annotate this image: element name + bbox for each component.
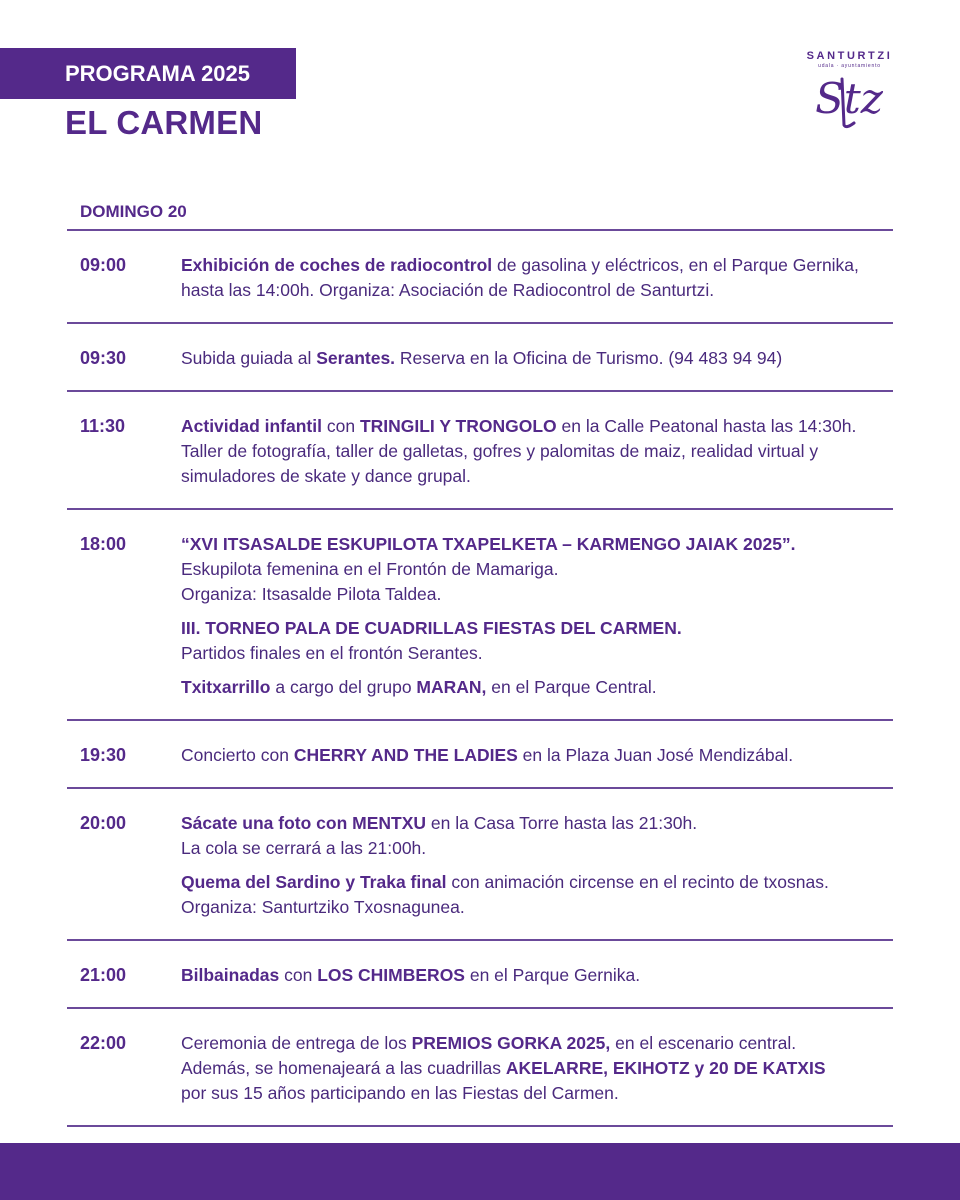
event-highlight: Quema del Sardino y Traka final	[181, 872, 447, 892]
event-text: La cola se cerrará a las 21:00h.	[181, 838, 427, 858]
event-description	[181, 414, 893, 489]
event-text: Reserva en la Oficina de Turismo. (94 483 94 94)	[395, 348, 783, 368]
event-paragraph	[181, 346, 893, 371]
event-paragraph	[181, 253, 893, 303]
event-text: de gasolina y eléctricos, en el Parque Gernika, hasta las 14:00h. Organiza: Asociación de Radiocontrol de Santurtzi.	[181, 255, 859, 300]
event-highlight: Sácate una foto con MENTXU	[181, 813, 427, 833]
event-text: Organiza: Itsasalde Pilota Taldea.	[181, 584, 442, 604]
event-text: en la Casa Torre hasta las 21:30h.	[426, 813, 698, 833]
event-time: 20:00	[80, 813, 127, 833]
footer-bar	[0, 1143, 960, 1200]
event-text: por sus 15 años participando en las Fiestas del Carmen.	[181, 1083, 619, 1103]
event-text: a cargo del grupo	[270, 677, 417, 697]
event-paragraph	[181, 532, 893, 607]
event-text: Concierto con	[181, 745, 294, 765]
event-text: con	[279, 965, 318, 985]
event-text: Organiza: Santurtziko Txosnagunea.	[181, 897, 465, 917]
event-time: 11:30	[80, 416, 126, 436]
event-paragraph	[181, 870, 893, 920]
event-highlight: Txitxarrillo	[181, 677, 271, 697]
event-highlight: CHERRY AND THE LADIES	[293, 745, 518, 765]
schedule-row	[67, 721, 893, 789]
event-text: en la Plaza Juan José Mendizábal.	[517, 745, 794, 765]
event-text: con animación circense en el recinto de txosnas.	[446, 872, 829, 892]
event-time: 09:00	[80, 255, 127, 275]
event-paragraph	[181, 743, 893, 768]
event-paragraph	[181, 811, 893, 861]
event-text: en el escenario central.	[610, 1033, 797, 1053]
schedule-list	[67, 229, 893, 1195]
event-text: Subida guiada al	[181, 348, 317, 368]
event-highlight: TRINGILI Y TRONGOLO	[359, 416, 557, 436]
event-highlight: LOS CHIMBEROS	[317, 965, 465, 985]
event-time: 09:30	[80, 348, 127, 368]
event-paragraph	[181, 963, 893, 988]
event-paragraph	[181, 616, 893, 666]
logo-name: SANTURTZI	[806, 50, 893, 62]
day-heading: DOMINGO 20	[80, 202, 187, 221]
logo-subtitle: udala · ayuntamiento	[818, 63, 881, 69]
schedule-row	[67, 324, 893, 392]
event-text: en el Parque Central.	[486, 677, 657, 697]
santurtzi-logo	[802, 50, 897, 135]
event-highlight: “XVI ITSASALDE ESKUPILOTA TXAPELKETA – KARMENGO JAIAK 2025”.	[181, 534, 796, 554]
event-description	[181, 811, 893, 920]
event-time: 22:00	[80, 1033, 127, 1053]
event-description	[181, 1031, 893, 1106]
event-highlight: PREMIOS GORKA 2025,	[411, 1033, 611, 1053]
event-paragraph	[181, 1031, 893, 1106]
schedule-row	[67, 941, 893, 1009]
event-description	[181, 253, 893, 303]
event-time: 19:30	[80, 745, 127, 765]
schedule-row	[67, 510, 893, 721]
event-description	[181, 743, 893, 768]
schedule-row	[67, 231, 893, 324]
event-highlight: MARAN,	[416, 677, 487, 697]
event-paragraph	[181, 675, 893, 700]
schedule-row	[67, 789, 893, 941]
event-highlight: Exhibición de coches de radiocontrol	[181, 255, 493, 275]
event-description	[181, 346, 893, 371]
event-text: Partidos finales en el frontón Serantes.	[181, 643, 483, 663]
logo-mark-text: Stz	[815, 74, 883, 123]
event-text: Ceremonia de entrega de los	[181, 1033, 412, 1053]
event-highlight: Actividad infantil	[181, 416, 322, 436]
event-description	[181, 532, 893, 700]
schedule-row	[67, 392, 893, 510]
event-highlight: Serantes.	[316, 348, 396, 368]
event-highlight: III. TORNEO PALA DE CUADRILLAS FIESTAS DEL CARMEN.	[181, 618, 682, 638]
schedule-row	[67, 1009, 893, 1127]
page-title: EL CARMEN	[65, 104, 263, 141]
event-description	[181, 963, 893, 988]
event-time: 21:00	[80, 965, 127, 985]
logo-mark-icon	[802, 71, 897, 131]
event-text: Eskupilota femenina en el Frontón de Mamariga.	[181, 559, 559, 579]
event-text: con	[321, 416, 360, 436]
event-time: 18:00	[80, 534, 127, 554]
program-tag: PROGRAMA 2025	[0, 48, 296, 99]
event-highlight: AKELARRE, EKIHOTZ y 20 DE KATXIS	[505, 1058, 826, 1078]
event-paragraph	[181, 414, 893, 489]
event-highlight: Bilbainadas	[181, 965, 280, 985]
event-text: en el Parque Gernika.	[464, 965, 641, 985]
event-text: Además, se homenajeará a las cuadrillas	[181, 1058, 506, 1078]
event-text: en la Calle Peatonal hasta las 14:30h. Taller de fotografía, taller de galletas, gofres y palomitas de maiz, realidad virtual y simuladores de skate y dance grupal.	[181, 416, 857, 486]
